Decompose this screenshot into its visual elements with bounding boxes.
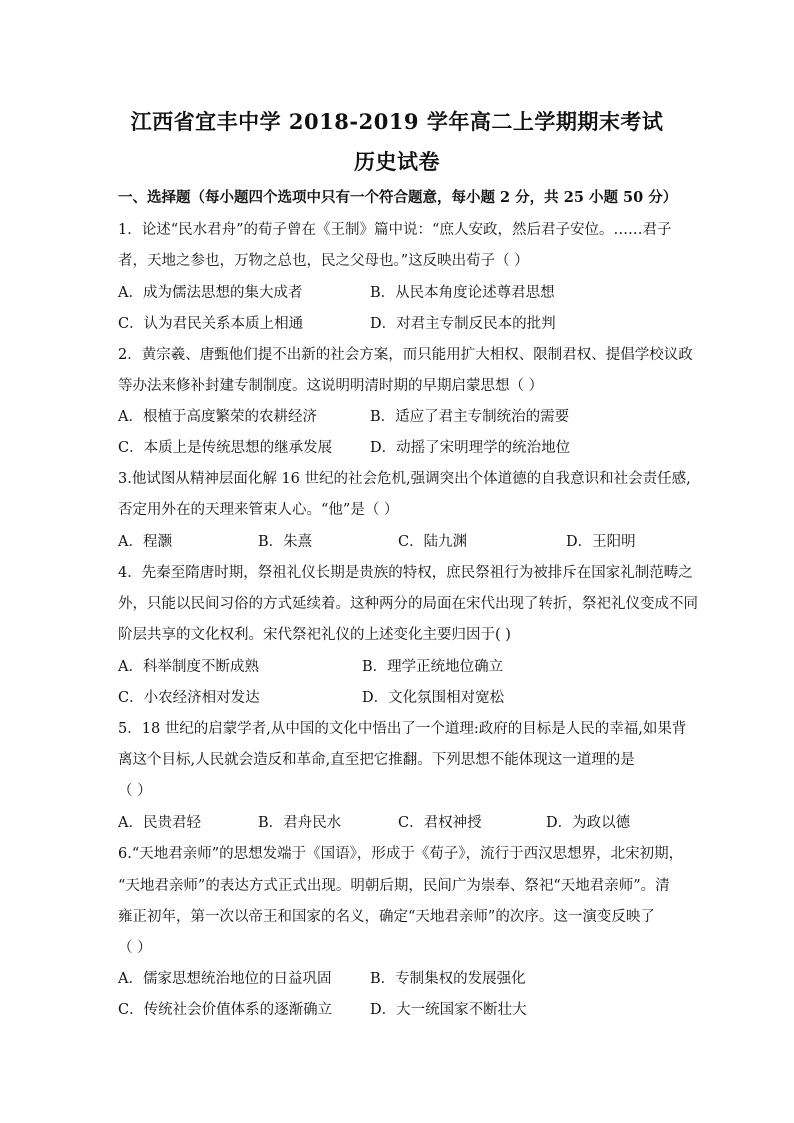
question-2-option-b: B．适应了君主专制统治的需要	[370, 409, 570, 425]
question-6-line-2: “天地君亲师”的表达方式正式出现。明朝后期，民间广为崇奉、祭祀“天地君亲师”。清	[118, 878, 670, 894]
question-3-option-a: A．程灏	[118, 534, 172, 550]
question-1-option-b: B．从民本角度论述尊君思想	[370, 285, 555, 301]
question-5-option-a: A．民贵君轻	[118, 815, 201, 831]
question-4-option-c: C．小农经济相对发达	[118, 690, 260, 706]
question-1-option-c: C．认为君民关系本质上相通	[118, 316, 304, 332]
question-4-line-1: 4．先秦至隋唐时期，祭祖礼仪长期是贵族的特权，庶民祭祖行为被排斥在国家礼制范畴之	[118, 565, 693, 581]
question-5-line-2: 离这个目标,人民就会造反和革命,直至把它推翻。下列思想不能体现这一道理的是	[118, 752, 635, 768]
question-2-option-d: D．动摇了宋明理学的统治地位	[370, 440, 571, 456]
exam-title: 江西省宜丰中学 2018-2019 学年高二上学期期末考试	[130, 109, 664, 134]
question-6-option-a: A．儒家思想统治地位的日益巩固	[118, 971, 332, 987]
question-3-line-2: 否定用外在的天理来管束人心。“他”是（ ）	[118, 502, 399, 518]
question-2-option-a: A．根植于高度繁荣的农耕经济	[118, 409, 317, 425]
question-4-option-a: A．科举制度不断成熟	[118, 659, 259, 675]
question-3-option-b: B．朱熹	[258, 534, 313, 550]
question-6-option-c: C．传统社会价值体系的逐渐确立	[118, 1002, 333, 1018]
exam-subtitle: 历史试卷	[354, 149, 440, 174]
question-1-option-a: A．成为儒法思想的集大成者	[118, 285, 303, 301]
question-3-option-c: C．陆九渊	[398, 534, 468, 550]
question-5-line-3: （ ）	[118, 783, 152, 799]
question-1-line-2: 者，天地之参也，万物之总也，民之父母也。”这反映出荀子（ ）	[118, 253, 529, 269]
question-2-option-c: C．本质上是传统思想的继承发展	[118, 440, 333, 456]
question-3-option-d: D．王阳明	[566, 534, 636, 550]
question-6-line-3: 雍正初年，第一次以帝王和国家的名义，确定“天地君亲师”的次序。这一演变反映了	[118, 909, 655, 925]
question-5-option-d: D．为政以德	[546, 815, 631, 831]
question-4-line-2: 外，只能以民间习俗的方式延续着。这种两分的局面在宋代出现了转折，祭祀礼仪变成不同	[118, 596, 698, 612]
question-2-line-2: 等办法来修补封建专制制度。这说明明清时期的早期启蒙思想（ ）	[118, 378, 544, 394]
question-6-line-4: （ ）	[118, 940, 152, 956]
question-1-line-1: 1．论述“民水君舟”的荀子曾在《王制》篇中说：“庶人安政，然后君子安位。……君子	[118, 222, 672, 238]
question-4-option-d: D．文化氛围相对宽松	[362, 690, 505, 706]
section-heading: 一、选择题（每小题四个选项中只有一个符合题意，每小题 2 分，共 25 小题 50 分）	[118, 189, 678, 206]
question-5-option-b: B．君舟民水	[258, 815, 342, 831]
question-5-option-c: C．君权神授	[398, 815, 482, 831]
question-4-option-b: B．理学正统地位确立	[362, 659, 504, 675]
question-2-line-1: 2．黄宗羲、唐甄他们提不出新的社会方案，而只能用扩大相权、限制君权、提倡学校议政	[118, 347, 693, 363]
question-3-line-1: 3.他试图从精神层面化解 16 世纪的社会危机,强调突出个体道德的自我意识和社会责任感,	[118, 471, 691, 487]
question-1-option-d: D．对君主专制反民本的批判	[370, 316, 556, 332]
question-6-line-1: 6.“天地君亲师”的思想发端于《国语》，形成于《荀子》，流行于西汉思想界，北宋初期，	[118, 846, 684, 862]
question-6-option-d: D．大一统国家不断壮大	[370, 1002, 527, 1018]
question-5-line-1: 5．18 世纪的启蒙学者,从中国的文化中悟出了一个道理:政府的目标是人民的幸福,如果背	[118, 721, 687, 737]
question-6-option-b: B．专制集权的发展强化	[370, 971, 526, 987]
question-4-line-3: 阶层共享的文化权利。宋代祭祀礼仪的上述变化主要归因于( )	[118, 627, 511, 643]
